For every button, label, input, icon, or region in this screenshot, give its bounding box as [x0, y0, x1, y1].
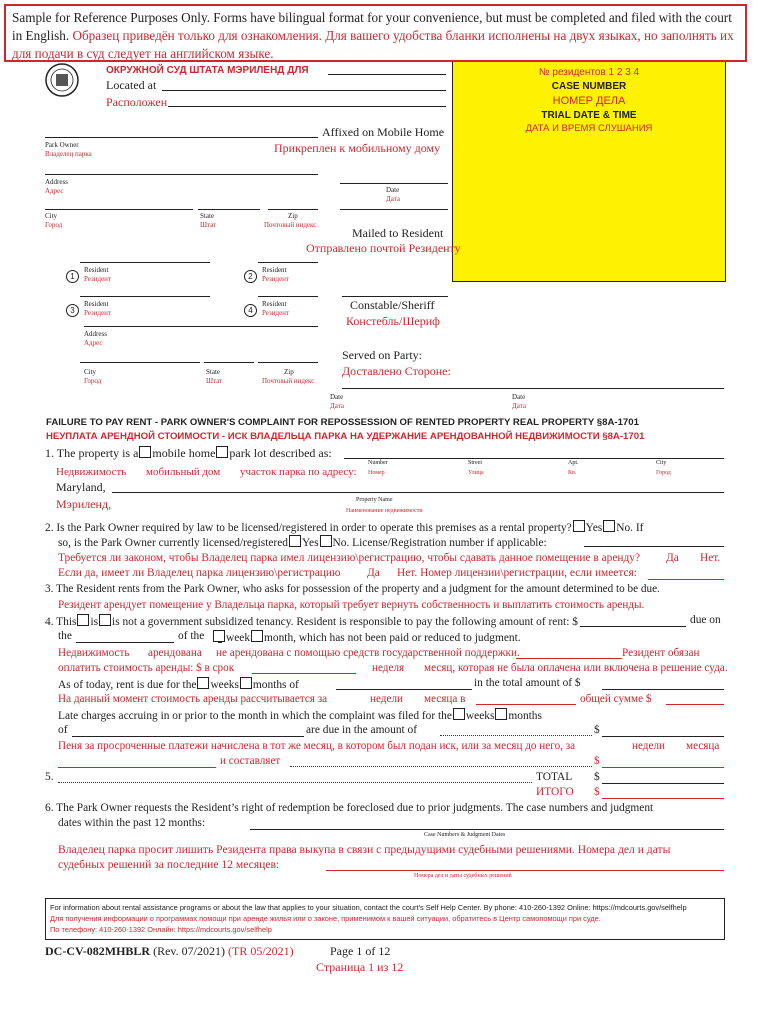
q1-line: [45, 446, 332, 461]
q4-text-a: 4. This: [45, 616, 77, 628]
park-owner-ru: Владелец парка: [45, 150, 92, 158]
q4-ru-3d: общей сумме $: [580, 693, 652, 705]
q4-late-text: Late charges accruing in or prior to the month in which the complaint was filed for the: [58, 710, 452, 722]
q4-week-checkbox[interactable]: [213, 630, 225, 642]
q2-line1: [45, 520, 643, 534]
q4-late-months-label: months: [508, 710, 542, 722]
case-number-ru: НОМЕР ДЕЛА: [552, 95, 626, 107]
form-heading-en: FAILURE TO PAY RENT - PARK OWNER'S COMPLAINT FOR REPOSSESSION OF RENTED PROPERTY REAL PROPERTY §8A-1701: [46, 417, 639, 428]
q4-line2: [178, 630, 204, 642]
q1-number: Number: [368, 460, 388, 466]
q2-ru-no: Нет.: [700, 552, 721, 564]
trial-date-label: TRIAL DATE & TIME: [541, 110, 637, 121]
q1-ru-2: мобильный дом: [146, 466, 221, 478]
court-seal: [44, 62, 80, 98]
park-owner-label: Park Owner: [45, 141, 79, 149]
self-help-notice: [45, 898, 725, 940]
q2-no-label: No. If: [616, 522, 644, 534]
address-ru: Адрес: [45, 187, 64, 195]
state-label: State: [200, 212, 214, 220]
q4-month-label: month, which has not been paid or reduced to judgment.: [264, 632, 521, 644]
form-number: DC-CV-082MHBLR: [45, 944, 151, 958]
resident-4-marker: 4: [244, 304, 257, 317]
q6-en-1: 6. The Park Owner requests the Resident’s right of redemption be foreclosed due to prior judgments. The case numbers and judgment: [45, 802, 654, 814]
affixed-ru: Прикреплен к мобильному дому: [274, 141, 441, 155]
q4-ru-1d: Резидент обязан: [622, 647, 700, 659]
q4-text-b: is not a government subsidized tenancy. Resident is responsible to pay the following amount of rent: $: [112, 616, 578, 628]
q4-line2b: [212, 630, 521, 644]
q6-caption: Case Numbers & Judgment Dates: [424, 832, 506, 838]
q3-en: 3. The Resident rents from the Park Owner, who asks for possession of the property and a judgment for the amount determined to be due.: [45, 583, 660, 595]
q6-ru-1: Владелец парка просит лишить Резидента права выкупа в связи с предыдущими судебными решениями. Номера дел и даты: [58, 843, 671, 856]
q4-is-not-checkbox[interactable]: [99, 614, 111, 626]
mobile-home-checkbox[interactable]: [139, 446, 151, 458]
notice-ru-2: По телефону: 410-260-1392 Онлайн: https://mdcourts.gov/selfhelp: [50, 925, 272, 934]
served-date2-label: Date: [512, 393, 526, 401]
q2-text: 2. Is the Park Owner required by law to be licensed/registered in order to operate this premises as a rental property?: [45, 522, 572, 534]
q4-line3: [58, 677, 299, 691]
page-number-ru: Страница 1 из 12: [316, 960, 404, 974]
q1-ru-3: участок парка по адресу:: [240, 466, 357, 478]
q4-late-weeks-label: weeks: [465, 710, 495, 722]
q4-months-checkbox[interactable]: [240, 677, 252, 689]
q6-ru-2: судебных решений за последние 12 месяцев:: [58, 858, 280, 871]
city-label: City: [45, 212, 58, 220]
q1-maryland: Maryland,: [56, 480, 106, 494]
city-ru: Город: [45, 221, 63, 229]
mailed-ru: Отправлено почтой Резиденту: [306, 241, 461, 255]
q4-ru-1c: не арендована с помощью средств государственной поддержки.: [216, 647, 520, 659]
resident-2-marker: 2: [244, 270, 257, 283]
num-residents: № резидентов 1 2 3 4: [538, 67, 640, 78]
q4-line4: [58, 708, 542, 722]
q1-number-ru: Номер: [368, 470, 385, 476]
resident-3-marker: 3: [66, 304, 79, 317]
q4-ru-5: и составляет: [220, 755, 281, 767]
resident-4-label: Resident: [262, 300, 287, 308]
q1-street-ru: Улица: [468, 470, 484, 476]
resident-1-ru: Резидент: [84, 275, 111, 283]
q4-due-amount: are due in the amount of: [306, 724, 418, 736]
located-ru-label: Расположен: [106, 95, 168, 109]
q1-city-ru: Город: [656, 470, 671, 476]
q4-total-amount: in the total amount of $: [474, 677, 581, 689]
q2-ru-2-no: Нет. Номер лицензии\регистрации, если имеется:: [397, 567, 637, 579]
q4-asof-text: As of today, rent is due for the: [58, 679, 197, 691]
q1-city: City: [656, 460, 667, 466]
resident-3-label: Resident: [84, 300, 109, 308]
resident-1-label: Resident: [84, 266, 109, 274]
q2-line2: [58, 535, 547, 549]
q4-due-on: due on: [690, 614, 721, 626]
q1-street: Street: [468, 460, 482, 466]
resident-2-ru: Резидент: [262, 275, 289, 283]
banner-english: Sample for Reference Purposes Only. Forms have bilingual format for your convenience, but must be completed and filed with the court in English.: [12, 10, 732, 43]
sample-banner: [4, 4, 747, 62]
form-id: [45, 944, 294, 959]
served-label: Served on Party:: [342, 348, 422, 362]
notice-en: For information about rental assistance programs or about the law that applies to your situation, contact the court’s Self Help Center. By phone: 410-260-1392 Online: https://mdcourts.gov/selfhelp: [50, 903, 687, 912]
q5-total: TOTAL: [536, 771, 573, 783]
q4-is-checkbox[interactable]: [77, 614, 89, 626]
q2-ru-2-yes: Да: [367, 567, 380, 579]
q2-licensed-required-no[interactable]: [603, 520, 615, 532]
q1-apt: Apt.: [568, 460, 579, 466]
q4-weeks-label: weeks: [210, 679, 239, 691]
served-ru: Доставлено Стороне:: [342, 364, 451, 378]
served-date2-ru: Дата: [512, 402, 526, 410]
trial-date-ru: ДАТА И ВРЕМЯ СЛУШАНИЯ: [525, 123, 653, 134]
q4-late-months-checkbox[interactable]: [495, 708, 507, 720]
q4-dollar: $: [594, 724, 600, 736]
resident-3-ru: Резидент: [84, 309, 111, 317]
resident-address-ru: Адрес: [84, 339, 103, 347]
served-date-label: Date: [330, 393, 344, 401]
notice-ru-1: Для получения информации о программах помощи при аренде жилья или о законе, применимом к вашей ситуации, обратитесь в Центр самопомощи при суде.: [50, 914, 601, 923]
resident-zip-label: Zip: [284, 368, 294, 376]
q1-text-c: park lot described as:: [229, 446, 332, 460]
q2-licensed-required-yes[interactable]: [573, 520, 585, 532]
q4-ru-4: Пеня за просроченные платежи начислена в тот же месяц, в котором был подан иск, или за месяц до него, за: [58, 740, 576, 752]
form-heading-ru: НЕУПЛАТА АРЕНДНОЙ СТОИМОСТИ - ИСК ВЛАДЕЛЬЦА ПАРКА НА УДЕРЖАНИЕ АРЕНДОВАННОЙ НЕДВИЖИМОСТИ §8А-1701: [46, 431, 645, 442]
q2-text-b: so, is the Park Owner currently licensed/registered: [58, 537, 288, 549]
q2-currently-licensed-no[interactable]: [320, 535, 332, 547]
case-info-box: [452, 58, 726, 282]
resident-state-ru: Штат: [206, 377, 223, 385]
q4-of-the: of the: [178, 630, 205, 642]
q4-week-label: week: [226, 632, 251, 644]
q4-ru-3a: На данный момент стоимость аренды рассчитывается за: [58, 693, 328, 705]
constable-label: Constable/Sheriff: [350, 298, 435, 312]
q4-ru-3c: месяца в: [424, 693, 466, 705]
zip-ru: Почтовый индекс: [264, 221, 317, 229]
park-lot-checkbox[interactable]: [216, 446, 228, 458]
q4-months-of-label: months of: [252, 679, 299, 691]
page-number: Page 1 of 12: [330, 944, 391, 958]
q4-ru-4c: месяца: [686, 740, 720, 752]
q5-number: 5.: [45, 771, 54, 783]
form-rev: (Rev. 07/2021): [153, 944, 225, 958]
q3-ru: Резидент арендует помещение у Владельца парка, который требует вернуть собственность и выплатить стоимость аренды.: [58, 599, 645, 611]
q4-late-weeks-checkbox[interactable]: [453, 708, 465, 720]
affixed-date-ru: Дата: [386, 195, 400, 203]
q1-property-name-ru: Наименование недвижимости: [346, 508, 423, 514]
zip-label: Zip: [288, 212, 298, 220]
q4-month-checkbox[interactable]: [251, 630, 263, 642]
q1-ru-1: Недвижимость: [56, 466, 127, 478]
court-title-ru: ОКРУЖНОЙ СУД ШТАТА МЭРИЛЕНД ДЛЯ: [106, 65, 309, 76]
q4-ru-1a: Недвижимость: [58, 647, 130, 659]
q2-yes-label-2: Yes: [301, 537, 319, 549]
q4-ru-3b: недели: [370, 693, 404, 705]
case-number-label: CASE NUMBER: [551, 81, 627, 92]
q1-maryland-ru: Мэриленд,: [56, 497, 112, 511]
q1-apt-ru: Кв.: [568, 470, 577, 476]
resident-state-label: State: [206, 368, 220, 376]
q4-ru-4b: недели: [632, 740, 666, 752]
q2-ru-1: Требуется ли законом, чтобы Владелец парка имел лицензию\регистрацию, чтобы сдавать данное помещение в аренду?: [58, 552, 641, 564]
resident-1-marker: 1: [66, 270, 79, 283]
q4-ru-2b: неделя: [372, 662, 405, 674]
banner-russian-inline: Образец приведён только для ознакомления. Для вашего удобства бланки: [72, 28, 485, 43]
q4-line1: [45, 614, 578, 628]
q5-total-ru-dollar: $: [594, 786, 600, 798]
q2-ru-yes: Да: [666, 552, 679, 564]
affixed-date-label: Date: [386, 186, 400, 194]
q4-of: of: [58, 724, 68, 736]
q5-total-dollar: $: [594, 771, 600, 783]
q6-caption-ru: Номера дел и даты судебных решений: [414, 873, 512, 879]
q4-ru-1b: арендована: [148, 647, 202, 659]
resident-2-label: Resident: [262, 266, 287, 274]
form-tr: (TR 05/2021): [228, 944, 294, 958]
served-date-ru: Дата: [330, 402, 344, 410]
located-at-label: Located at: [106, 78, 157, 92]
q1-property-name: Property Name: [356, 497, 393, 503]
resident-zip-ru: Почтовый индекс: [262, 377, 315, 385]
q4-the: the: [58, 630, 72, 642]
constable-ru: Констебль/Шериф: [346, 314, 440, 328]
q1-text-a: 1. The property is a: [45, 446, 139, 460]
resident-address-label: Address: [84, 330, 107, 338]
q2-no-label-2: No. License/Registration number if applicable:: [332, 537, 547, 549]
q4-weeks-checkbox[interactable]: [197, 677, 209, 689]
state-ru: Штат: [200, 221, 217, 229]
q2-ru-2: Если да, имеет ли Владелец парка лицензию\регистрацию: [58, 567, 341, 579]
q5-total-ru: ИТОГО: [536, 786, 574, 798]
q2-yes-label: Yes: [585, 522, 603, 534]
q2-currently-licensed-yes[interactable]: [289, 535, 301, 547]
resident-city-ru: Город: [84, 377, 102, 385]
q4-ru-2c: месяц, которая не была оплачена или включена в решение суда.: [424, 662, 728, 674]
q4-is-label: is: [90, 616, 99, 628]
q4-ru-2a: оплатить стоимость аренды: $ в срок: [58, 662, 235, 674]
mailed-label: Mailed to Resident: [352, 226, 444, 240]
resident-city-label: City: [84, 368, 97, 376]
banner-russian-line2: исполнены на двух языках, но заполнять их для подачи в суд следует на английском языке.: [12, 28, 734, 61]
q6-en-2: dates within the past 12 months:: [58, 817, 206, 829]
address-label: Address: [45, 178, 68, 186]
resident-4-ru: Резидент: [262, 309, 289, 317]
affixed-label: Affixed on Mobile Home: [322, 125, 445, 139]
q1-text-b: mobile home: [152, 446, 216, 460]
q4-ru-dollar: $: [594, 755, 600, 767]
